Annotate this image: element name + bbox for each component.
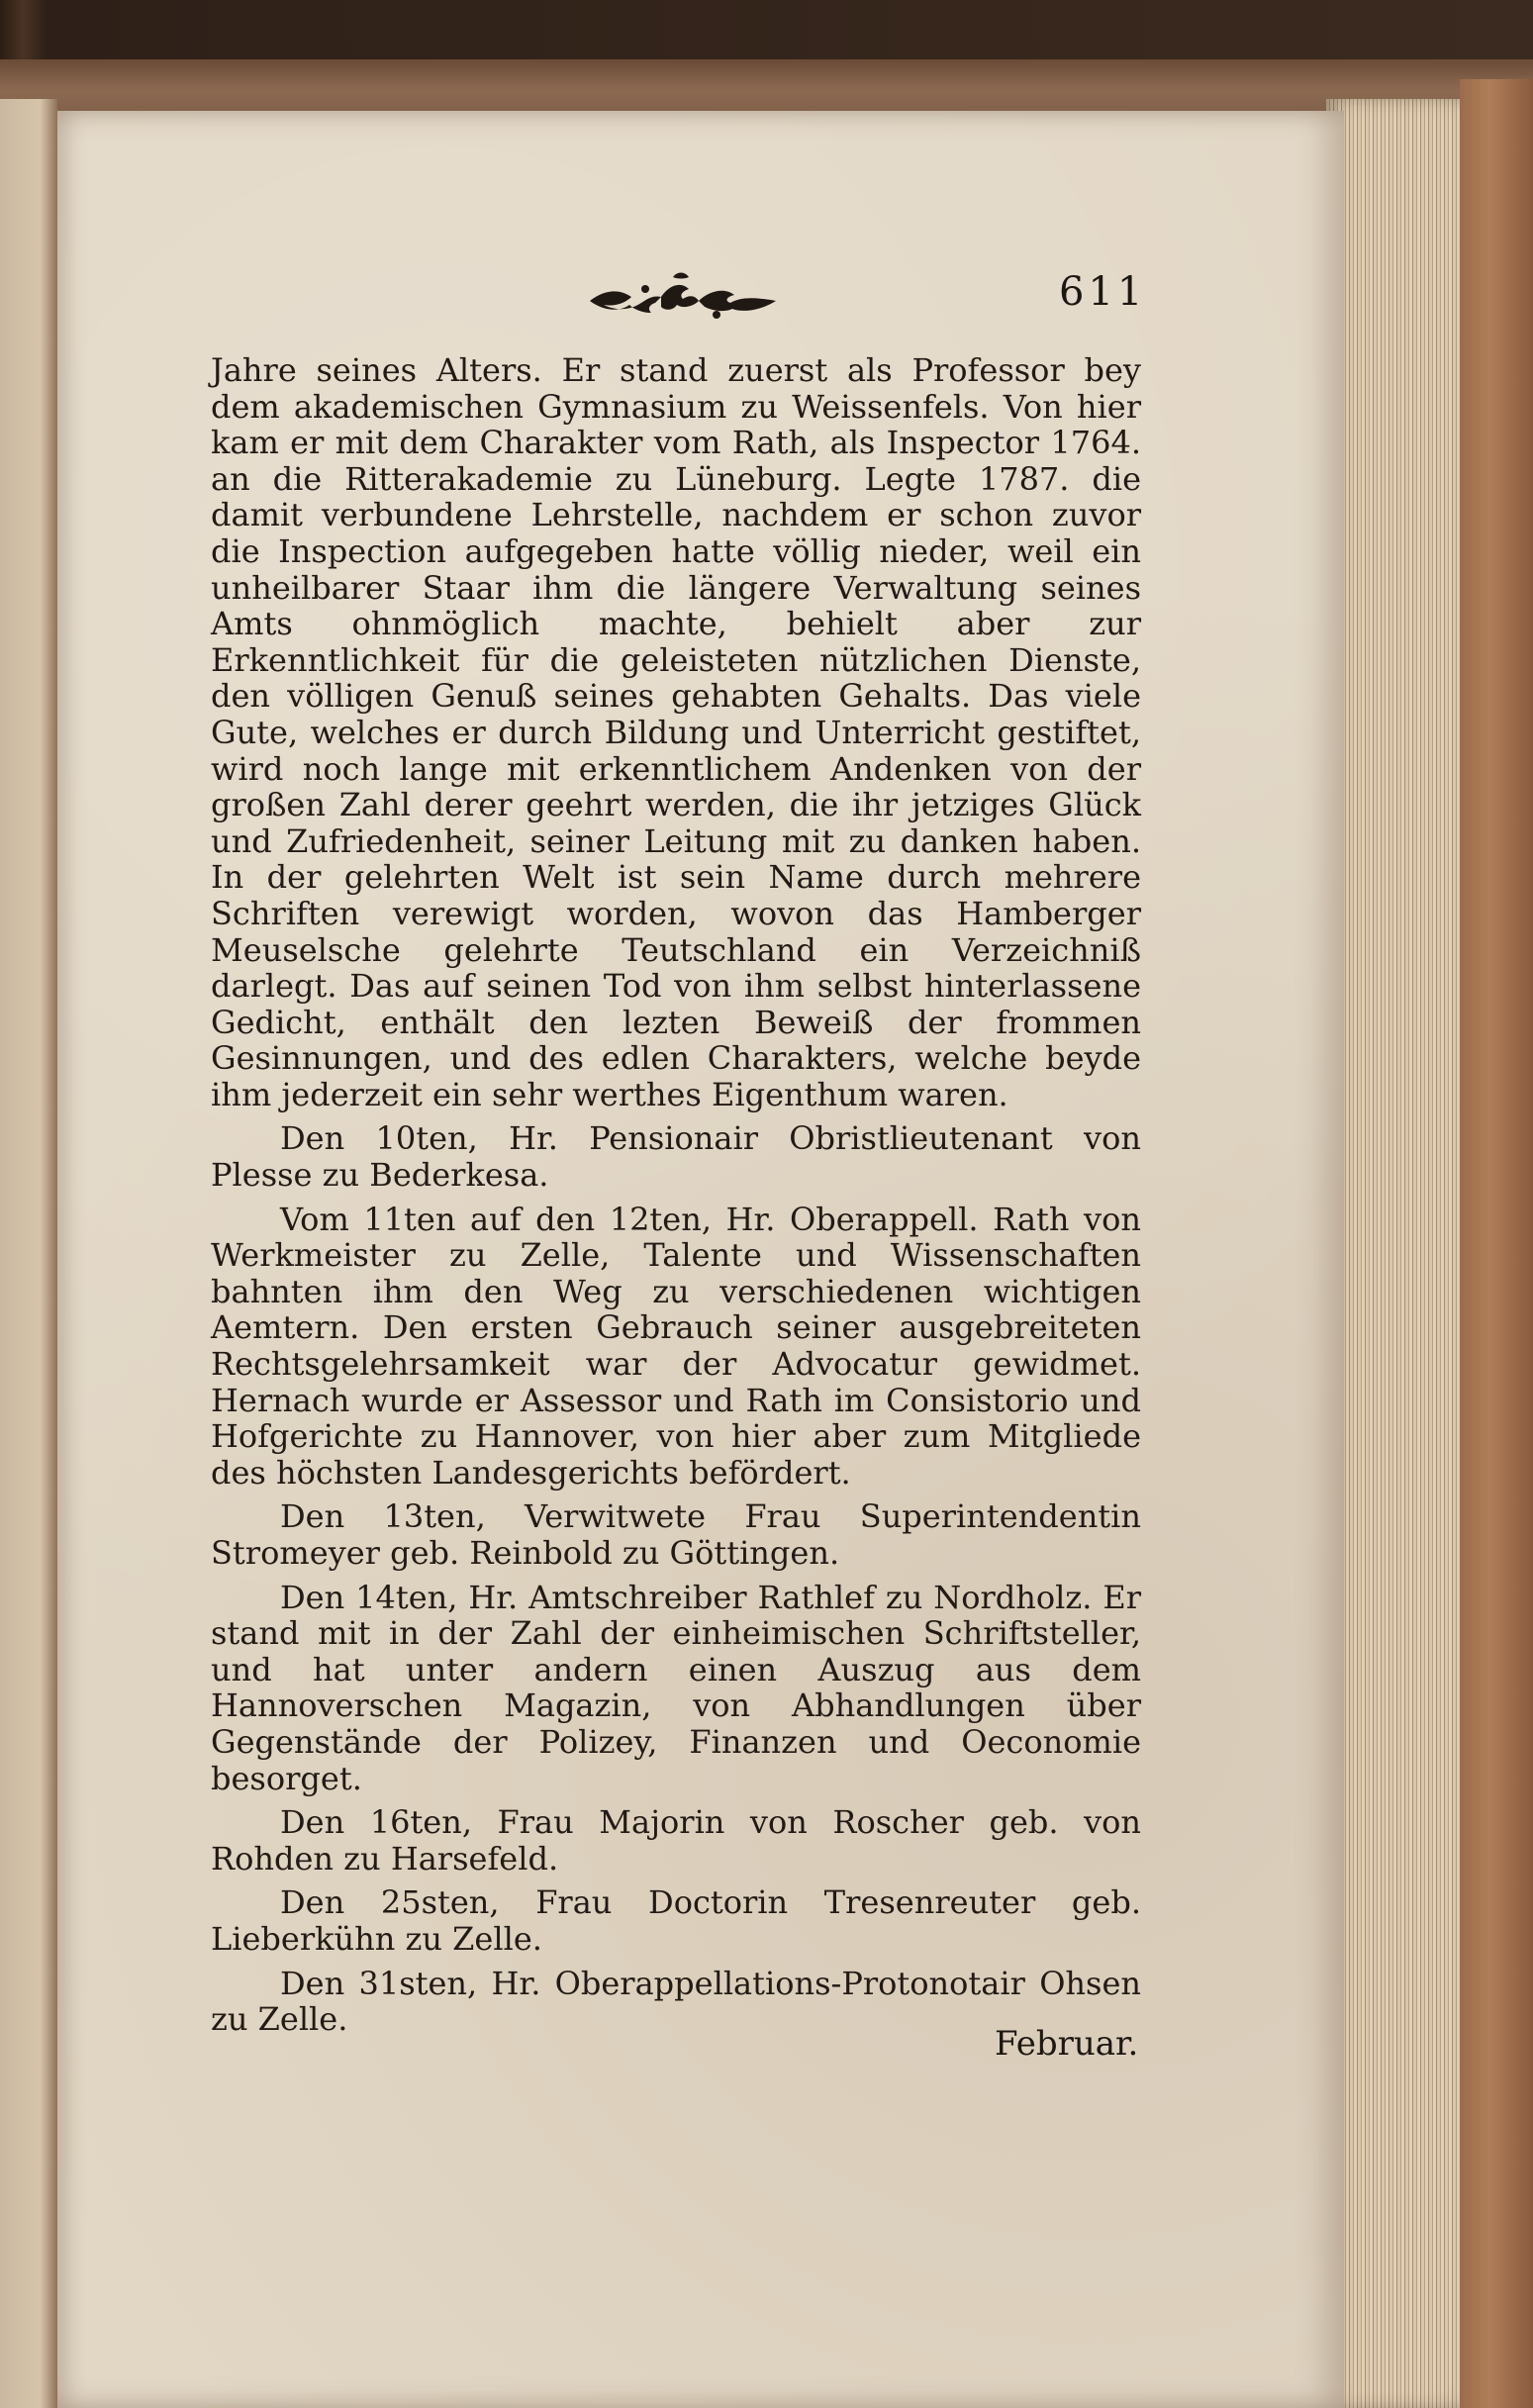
facing-page-strip	[0, 99, 57, 2408]
cover-edge	[1460, 79, 1533, 2408]
page-leaves-edge	[1326, 99, 1460, 2408]
catchword: Februar.	[995, 2024, 1139, 2064]
fleuron-ornament-icon	[586, 267, 780, 331]
death-entry: Den 31sten, Hr. Oberappellations-Protonotair Ohsen zu Zelle.	[211, 1964, 1141, 2039]
death-entry: Den 10ten, Hr. Pensionair Obristlieutenant von Plesse zu Bederkesa.	[211, 1119, 1141, 1195]
death-entry: Vom 11ten auf den 12ten, Hr. Oberappell. Rath von Werkmeister zu Zelle, Talente und Wissenschaften bahnten ihm den Weg zu verschiedenen wichtigen Aemtern. Den ersten Gebrauch seiner ausgebreiteten Rechtsgelehrsamkeit war der Advocatur gewidmet. Hernach wurde er Assessor und Rath im Consistorio und Hofgerichte zu Hannover, von hier aber zum Mitgliede des höchsten Landesgerichts befördert.	[211, 1200, 1141, 1492]
death-entry: Den 14ten, Hr. Amtschreiber Rathlef zu Nordholz. Er stand mit in der Zahl der einheimischen Schriftsteller, und hat unter andern einen Auszug aus dem Hannoverschen Magazin, von Abhandlungen über Gegenstände der Polizey, Finanzen und Oeconomie besorget.	[211, 1578, 1141, 1797]
death-entry: Den 16ten, Frau Majorin von Roscher geb. von Rohden zu Harsefeld.	[211, 1803, 1141, 1878]
death-entry: Den 25sten, Frau Doctorin Tresenreuter geb. Lieberkühn zu Zelle.	[211, 1883, 1141, 1958]
paragraph-biography: Jahre seines Alters. Er stand zuerst als Professor bey dem akademischen Gymnasium zu Weissenfels. Von hier kam er mit dem Charakter vom Rath, als Inspector 1764. an die Ritterakademie zu Lüneburg. Legte 1787. die damit verbundene Lehrstelle, nachdem er schon zuvor die Inspection aufgegeben hatte völlig nieder, weil ein unheilbarer Staar ihm die längere Verwaltung seines Amts ohnmöglich machte, behielt aber zur Erkenntlichkeit für die geleisteten nützlichen Dienste, den völligen Genuß seines gehabten Gehalts. Das viele Gute, welches er durch Bildung und Unterricht gestiftet, wird noch lange mit erkenntlichem Andenken von der großen Zahl derer geehrt werden, die ihr jetziges Glück und Zufriedenheit, seiner Leitung mit zu danken haben. In der gelehrten Welt ist sein Name durch mehrere Schriften verewigt worden, wovon das Hamberger Meuselsche gelehrte Teutschland ein Verzeichniß darlegt. Das auf seinen Tod von ihm selbst hinterlassene Gedicht, enthält den lezten Beweiß der frommen Gesinnungen, und des edlen Charakters, welche beyde ihm jederzeit ein sehr werthes Eigenthum waren.	[211, 351, 1141, 1113]
body-text	[211, 352, 1141, 2038]
page-number: 611	[1059, 269, 1147, 315]
death-entry: Den 13ten, Verwitwete Frau Superintendentin Stromeyer geb. Reinbold zu Göttingen.	[211, 1497, 1141, 1572]
